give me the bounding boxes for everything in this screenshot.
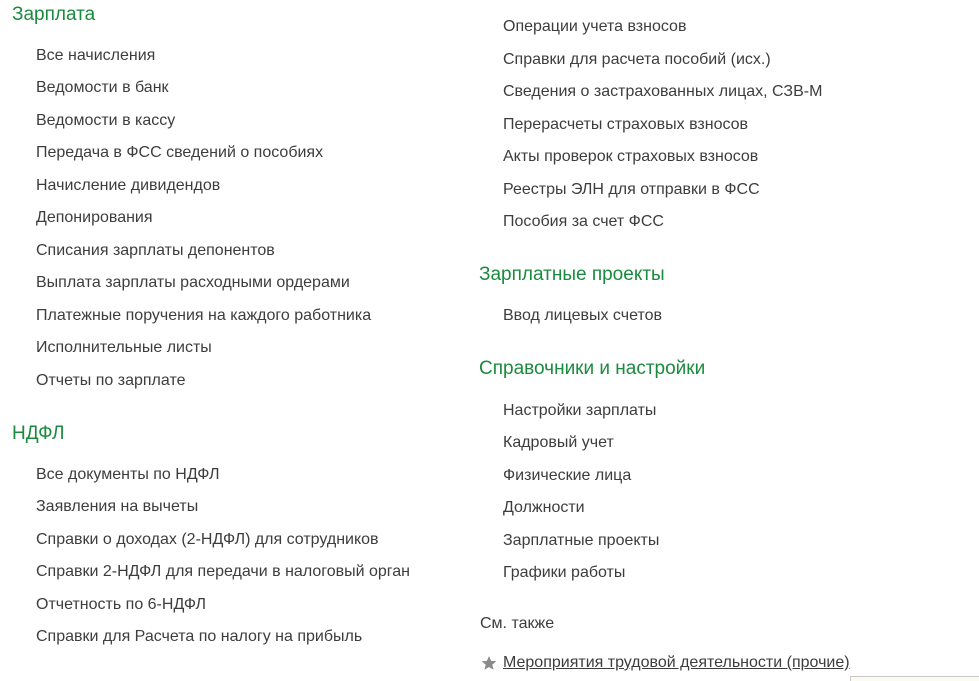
link-hr-accounting[interactable]: Кадровый учет (503, 434, 614, 451)
link-2ndfl-tax-office[interactable]: Справки 2-НДФЛ для передачи в налоговый орган (36, 563, 411, 580)
star-icon (481, 655, 497, 671)
link-deposits[interactable]: Депонирования (36, 209, 153, 226)
link-personal-accounts[interactable]: Ввод лицевых счетов (503, 307, 662, 324)
link-eln-registries[interactable]: Реестры ЭЛН для отправки в ФСС (503, 181, 760, 198)
link-contribution-operations[interactable]: Операции учета взносов (503, 18, 687, 35)
link-cash-orders-payout[interactable]: Выплата зарплаты расходными ордерами (36, 274, 350, 291)
section-title-salary-projects: Зарплатные проекты (479, 264, 665, 285)
link-dividends[interactable]: Начисление дивидендов (36, 177, 221, 194)
link-deposit-writeoffs[interactable]: Списания зарплаты депонентов (36, 242, 275, 259)
link-payment-orders-per-employee[interactable]: Платежные поручения на каждого работника (36, 307, 372, 324)
link-cash-statements[interactable]: Ведомости в кассу (36, 112, 176, 129)
section-title-ndfl: НДФЛ (12, 423, 65, 444)
link-6ndfl-reporting[interactable]: Отчетность по 6-НДФЛ (36, 596, 207, 613)
link-individuals[interactable]: Физические лица (503, 467, 632, 484)
see-also-link[interactable] (481, 653, 850, 673)
link-profit-tax-certificates[interactable]: Справки для Расчета по налогу на прибыль (36, 628, 363, 645)
link-all-accruals[interactable]: Все начисления (36, 47, 156, 64)
see-also-label: См. также (480, 615, 555, 632)
link-all-ndfl-docs[interactable]: Все документы по НДФЛ (36, 466, 220, 483)
link-salary-reports[interactable]: Отчеты по зарплате (36, 372, 186, 389)
link-contribution-recalc[interactable]: Перерасчеты страховых взносов (503, 116, 749, 133)
corner-panel-edge (850, 676, 979, 681)
section-title-salary: Зарплата (12, 4, 96, 25)
link-benefit-certificates[interactable]: Справки для расчета пособий (исх.) (503, 51, 771, 68)
see-also-link-label[interactable]: Мероприятия трудовой деятельности (прочие) (503, 654, 850, 671)
link-writs[interactable]: Исполнительные листы (36, 339, 212, 356)
link-bank-statements[interactable]: Ведомости в банк (36, 79, 169, 96)
link-positions[interactable]: Должности (503, 499, 585, 516)
section-title-settings: Справочники и настройки (479, 358, 706, 379)
link-fss-benefits-paid[interactable]: Пособия за счет ФСС (503, 213, 664, 230)
link-income-certificates-employees[interactable]: Справки о доходах (2-НДФЛ) для сотрудников (36, 531, 379, 548)
link-work-schedules[interactable]: Графики работы (503, 564, 626, 581)
link-szv-m[interactable]: Сведения о застрахованных лицах, СЗВ-М (503, 83, 823, 100)
link-inspection-acts[interactable]: Акты проверок страховых взносов (503, 148, 759, 165)
link-salary-projects[interactable]: Зарплатные проекты (503, 532, 660, 549)
link-salary-settings[interactable]: Настройки зарплаты (503, 402, 657, 419)
link-deduction-applications[interactable]: Заявления на вычеты (36, 498, 199, 515)
link-fss-benefits[interactable]: Передача в ФСС сведений о пособиях (36, 144, 324, 161)
